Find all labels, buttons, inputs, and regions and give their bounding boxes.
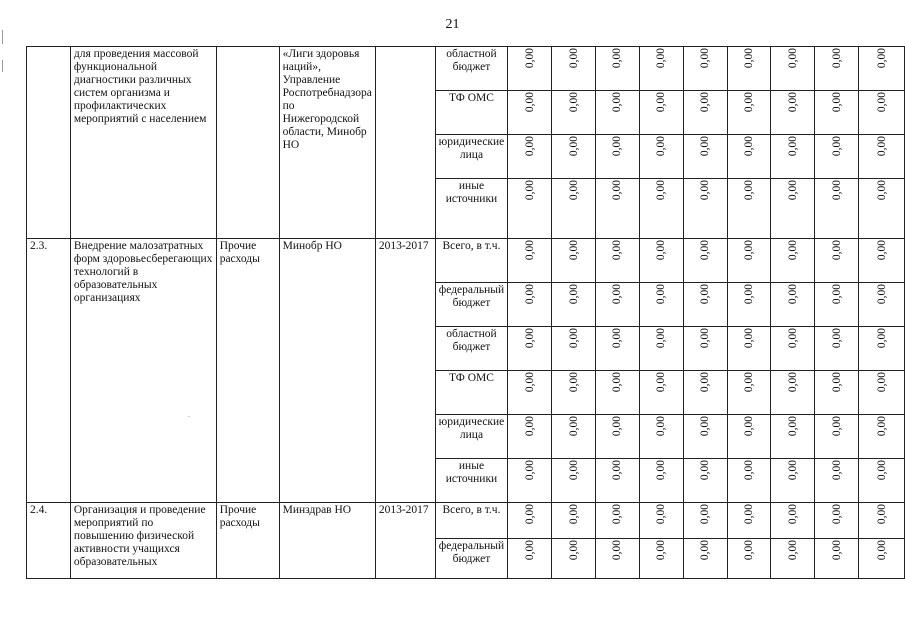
value-text: 0,00 xyxy=(523,328,536,349)
value-text: 0,00 xyxy=(830,284,843,305)
row-number-cell xyxy=(27,47,71,239)
value-text: 0,00 xyxy=(830,504,843,525)
row-number-cell: 2.3. xyxy=(27,239,71,503)
table-body xyxy=(27,47,905,579)
value-text: 0,00 xyxy=(567,540,580,561)
value-text: 0,00 xyxy=(786,504,799,525)
value-cell xyxy=(859,415,905,459)
value-cell xyxy=(552,283,596,327)
value-text: 0,00 xyxy=(830,540,843,561)
value-text: 0,00 xyxy=(875,92,888,113)
page-number: 21 xyxy=(445,17,460,32)
value-text: 0,00 xyxy=(875,504,888,525)
value-cell xyxy=(859,283,905,327)
value-cell xyxy=(683,459,727,503)
value-cell xyxy=(552,459,596,503)
value-cell xyxy=(552,135,596,179)
value-text: 0,00 xyxy=(786,48,799,69)
value-text: 0,00 xyxy=(786,240,799,261)
value-text: 0,00 xyxy=(786,328,799,349)
value-text: 0,00 xyxy=(567,328,580,349)
value-cell xyxy=(639,47,683,91)
value-text: 0,00 xyxy=(699,92,712,113)
value-cell xyxy=(859,327,905,371)
value-text: 0,00 xyxy=(523,180,536,201)
value-cell xyxy=(683,539,727,579)
value-cell xyxy=(683,503,727,539)
value-text: 0,00 xyxy=(699,136,712,157)
period-cell: 2013-2017 xyxy=(375,503,435,579)
value-text: 0,00 xyxy=(875,284,888,305)
value-cell xyxy=(859,371,905,415)
value-text: 0,00 xyxy=(655,240,668,261)
value-cell xyxy=(815,91,859,135)
source-cell: Всего, в т.ч. xyxy=(435,503,508,539)
value-text: 0,00 xyxy=(655,460,668,481)
value-cell xyxy=(815,539,859,579)
value-cell xyxy=(815,47,859,91)
value-text: 0,00 xyxy=(523,284,536,305)
source-cell: ТФ ОМС xyxy=(435,371,508,415)
value-text: 0,00 xyxy=(611,328,624,349)
value-text: 0,00 xyxy=(523,136,536,157)
value-text: 0,00 xyxy=(611,460,624,481)
value-text: 0,00 xyxy=(655,136,668,157)
value-cell xyxy=(552,503,596,539)
value-cell xyxy=(683,91,727,135)
row-number-cell: 2.4. xyxy=(27,503,71,579)
value-cell xyxy=(815,459,859,503)
value-cell xyxy=(683,47,727,91)
value-cell xyxy=(508,327,552,371)
value-text: 0,00 xyxy=(523,240,536,261)
value-cell xyxy=(859,539,905,579)
value-cell xyxy=(727,47,771,91)
value-text: 0,00 xyxy=(875,48,888,69)
value-text: 0,00 xyxy=(699,180,712,201)
value-cell xyxy=(859,47,905,91)
margin-mark xyxy=(2,30,3,44)
source-cell: федеральный бюджет xyxy=(435,283,508,327)
source-cell: иные источники xyxy=(435,179,508,239)
value-cell xyxy=(815,239,859,283)
value-text: 0,00 xyxy=(523,48,536,69)
value-cell xyxy=(771,415,815,459)
executor-cell: Минздрав НО xyxy=(279,503,375,579)
value-cell xyxy=(859,91,905,135)
value-text: 0,00 xyxy=(786,540,799,561)
value-cell xyxy=(639,91,683,135)
value-cell xyxy=(639,415,683,459)
value-text: 0,00 xyxy=(699,504,712,525)
value-cell xyxy=(727,503,771,539)
value-cell xyxy=(683,283,727,327)
value-cell xyxy=(508,47,552,91)
value-text: 0,00 xyxy=(699,284,712,305)
value-cell xyxy=(771,539,815,579)
value-cell xyxy=(815,327,859,371)
value-text: 0,00 xyxy=(875,180,888,201)
value-text: 0,00 xyxy=(567,180,580,201)
value-text: 0,00 xyxy=(742,416,755,437)
event-name-cell: Организация и проведение мероприятий по повышению физической активности учащихся образовательных xyxy=(70,503,216,579)
value-cell xyxy=(771,239,815,283)
value-text: 0,00 xyxy=(786,460,799,481)
value-text: 0,00 xyxy=(742,240,755,261)
value-cell xyxy=(727,539,771,579)
value-text: 0,00 xyxy=(567,284,580,305)
source-cell: ТФ ОМС xyxy=(435,91,508,135)
value-text: 0,00 xyxy=(875,416,888,437)
category-cell: Прочие расходы xyxy=(216,503,279,579)
value-cell xyxy=(815,179,859,239)
value-cell xyxy=(727,91,771,135)
value-text: 0,00 xyxy=(742,180,755,201)
value-cell xyxy=(552,239,596,283)
value-cell xyxy=(552,179,596,239)
value-cell xyxy=(595,415,639,459)
value-text: 0,00 xyxy=(875,372,888,393)
value-text: 0,00 xyxy=(567,416,580,437)
value-text: 0,00 xyxy=(786,284,799,305)
value-text: 0,00 xyxy=(742,136,755,157)
value-text: 0,00 xyxy=(742,460,755,481)
value-cell xyxy=(771,91,815,135)
value-text: 0,00 xyxy=(830,372,843,393)
period-cell: 2013-2017 xyxy=(375,239,435,503)
value-text: 0,00 xyxy=(742,328,755,349)
value-text: 0,00 xyxy=(830,240,843,261)
table-row xyxy=(27,47,905,91)
value-cell xyxy=(727,415,771,459)
value-cell xyxy=(727,179,771,239)
value-cell xyxy=(508,371,552,415)
value-text: 0,00 xyxy=(742,504,755,525)
value-cell xyxy=(508,283,552,327)
value-text: 0,00 xyxy=(567,504,580,525)
value-cell xyxy=(595,91,639,135)
value-text: 0,00 xyxy=(655,328,668,349)
value-text: 0,00 xyxy=(742,48,755,69)
value-cell xyxy=(727,327,771,371)
value-cell xyxy=(727,283,771,327)
value-cell xyxy=(727,459,771,503)
value-text: 0,00 xyxy=(742,372,755,393)
value-text: 0,00 xyxy=(786,180,799,201)
value-cell xyxy=(595,539,639,579)
value-text: 0,00 xyxy=(567,92,580,113)
value-cell xyxy=(859,239,905,283)
value-cell xyxy=(639,503,683,539)
value-cell xyxy=(859,459,905,503)
source-cell: юридические лица xyxy=(435,415,508,459)
value-text: 0,00 xyxy=(611,372,624,393)
value-text: 0,00 xyxy=(655,48,668,69)
value-cell xyxy=(639,283,683,327)
value-cell xyxy=(683,371,727,415)
value-cell xyxy=(508,179,552,239)
category-cell xyxy=(216,47,279,239)
value-cell xyxy=(595,179,639,239)
value-cell xyxy=(859,135,905,179)
value-cell xyxy=(508,91,552,135)
value-text: 0,00 xyxy=(699,416,712,437)
value-cell xyxy=(552,91,596,135)
value-text: 0,00 xyxy=(567,372,580,393)
value-text: 0,00 xyxy=(523,504,536,525)
value-text: 0,00 xyxy=(699,372,712,393)
value-text: 0,00 xyxy=(830,92,843,113)
value-text: 0,00 xyxy=(699,460,712,481)
value-text: 0,00 xyxy=(567,48,580,69)
value-text: 0,00 xyxy=(611,240,624,261)
executor-cell: Минобр НО xyxy=(279,239,375,503)
margin-mark xyxy=(2,60,3,72)
executor-cell: «Лиги здоровья наций», Управление Роспотребнадзора по Нижегородской области, Минобр НО xyxy=(279,47,375,239)
value-text: 0,00 xyxy=(611,48,624,69)
value-text: 0,00 xyxy=(611,180,624,201)
value-cell xyxy=(771,503,815,539)
value-text: 0,00 xyxy=(699,540,712,561)
value-text: 0,00 xyxy=(611,540,624,561)
value-text: 0,00 xyxy=(523,372,536,393)
value-cell xyxy=(595,283,639,327)
value-text: 0,00 xyxy=(611,92,624,113)
value-cell xyxy=(815,415,859,459)
value-text: 0,00 xyxy=(875,328,888,349)
value-cell xyxy=(639,327,683,371)
value-cell xyxy=(595,371,639,415)
value-text: 0,00 xyxy=(786,372,799,393)
value-text: 0,00 xyxy=(830,180,843,201)
value-text: 0,00 xyxy=(611,136,624,157)
value-cell xyxy=(771,179,815,239)
category-cell: Прочие расходы xyxy=(216,239,279,503)
value-cell xyxy=(683,135,727,179)
value-cell xyxy=(639,239,683,283)
value-cell xyxy=(595,503,639,539)
table-row xyxy=(27,503,905,539)
source-cell: федеральный бюджет xyxy=(435,539,508,579)
value-text: 0,00 xyxy=(655,92,668,113)
value-cell xyxy=(595,135,639,179)
value-cell xyxy=(595,327,639,371)
value-text: 0,00 xyxy=(523,416,536,437)
value-cell xyxy=(508,459,552,503)
value-cell xyxy=(771,371,815,415)
value-cell xyxy=(859,503,905,539)
value-cell xyxy=(639,371,683,415)
value-cell xyxy=(639,135,683,179)
value-cell xyxy=(552,47,596,91)
value-cell xyxy=(552,539,596,579)
source-cell: юридические лица xyxy=(435,135,508,179)
value-cell xyxy=(771,327,815,371)
event-name-cell: для проведения массовой функциональной диагностики различных систем организма и профилактических мероприятий с населением xyxy=(70,47,216,239)
value-cell xyxy=(771,459,815,503)
value-cell xyxy=(508,503,552,539)
value-cell xyxy=(683,179,727,239)
value-text: 0,00 xyxy=(523,92,536,113)
value-text: 0,00 xyxy=(875,540,888,561)
value-text: 0,00 xyxy=(830,136,843,157)
value-cell xyxy=(595,459,639,503)
scan-speck: . xyxy=(188,410,190,419)
value-text: 0,00 xyxy=(567,460,580,481)
value-text: 0,00 xyxy=(742,540,755,561)
value-cell xyxy=(639,539,683,579)
value-text: 0,00 xyxy=(655,372,668,393)
value-text: 0,00 xyxy=(830,460,843,481)
value-cell xyxy=(683,415,727,459)
value-text: 0,00 xyxy=(655,416,668,437)
value-cell xyxy=(727,135,771,179)
value-text: 0,00 xyxy=(830,416,843,437)
budget-table xyxy=(26,46,905,579)
value-text: 0,00 xyxy=(567,240,580,261)
source-cell: иные источники xyxy=(435,459,508,503)
value-text: 0,00 xyxy=(699,328,712,349)
value-cell xyxy=(859,179,905,239)
value-cell xyxy=(639,179,683,239)
value-text: 0,00 xyxy=(875,460,888,481)
value-text: 0,00 xyxy=(611,284,624,305)
value-cell xyxy=(683,327,727,371)
value-cell xyxy=(552,415,596,459)
value-cell xyxy=(508,135,552,179)
source-cell: Всего, в т.ч. xyxy=(435,239,508,283)
value-cell xyxy=(552,327,596,371)
value-cell xyxy=(595,47,639,91)
value-text: 0,00 xyxy=(875,240,888,261)
value-cell xyxy=(508,239,552,283)
value-cell xyxy=(815,371,859,415)
value-text: 0,00 xyxy=(655,284,668,305)
value-cell xyxy=(771,47,815,91)
value-cell xyxy=(595,239,639,283)
value-text: 0,00 xyxy=(523,460,536,481)
value-text: 0,00 xyxy=(655,180,668,201)
value-text: 0,00 xyxy=(742,284,755,305)
value-text: 0,00 xyxy=(567,136,580,157)
value-text: 0,00 xyxy=(875,136,888,157)
value-text: 0,00 xyxy=(786,416,799,437)
value-text: 0,00 xyxy=(611,504,624,525)
value-text: 0,00 xyxy=(830,48,843,69)
value-cell xyxy=(771,283,815,327)
value-text: 0,00 xyxy=(655,504,668,525)
value-text: 0,00 xyxy=(523,540,536,561)
value-cell xyxy=(727,371,771,415)
value-cell xyxy=(727,239,771,283)
value-text: 0,00 xyxy=(655,540,668,561)
value-cell xyxy=(508,415,552,459)
table-row xyxy=(27,239,905,283)
value-cell xyxy=(683,239,727,283)
value-cell xyxy=(639,459,683,503)
value-cell xyxy=(552,371,596,415)
value-cell xyxy=(815,503,859,539)
value-cell xyxy=(508,539,552,579)
value-text: 0,00 xyxy=(742,92,755,113)
period-cell xyxy=(375,47,435,239)
value-text: 0,00 xyxy=(786,92,799,113)
value-cell xyxy=(815,135,859,179)
value-text: 0,00 xyxy=(611,416,624,437)
event-name-cell: Внедрение малозатратных форм здоровьесберегающих технологий в образовательных организациях xyxy=(70,239,216,503)
value-text: 0,00 xyxy=(699,240,712,261)
source-cell: областной бюджет xyxy=(435,47,508,91)
value-text: 0,00 xyxy=(699,48,712,69)
value-cell xyxy=(815,283,859,327)
source-cell: областной бюджет xyxy=(435,327,508,371)
value-cell xyxy=(771,135,815,179)
value-text: 0,00 xyxy=(830,328,843,349)
value-text: 0,00 xyxy=(786,136,799,157)
